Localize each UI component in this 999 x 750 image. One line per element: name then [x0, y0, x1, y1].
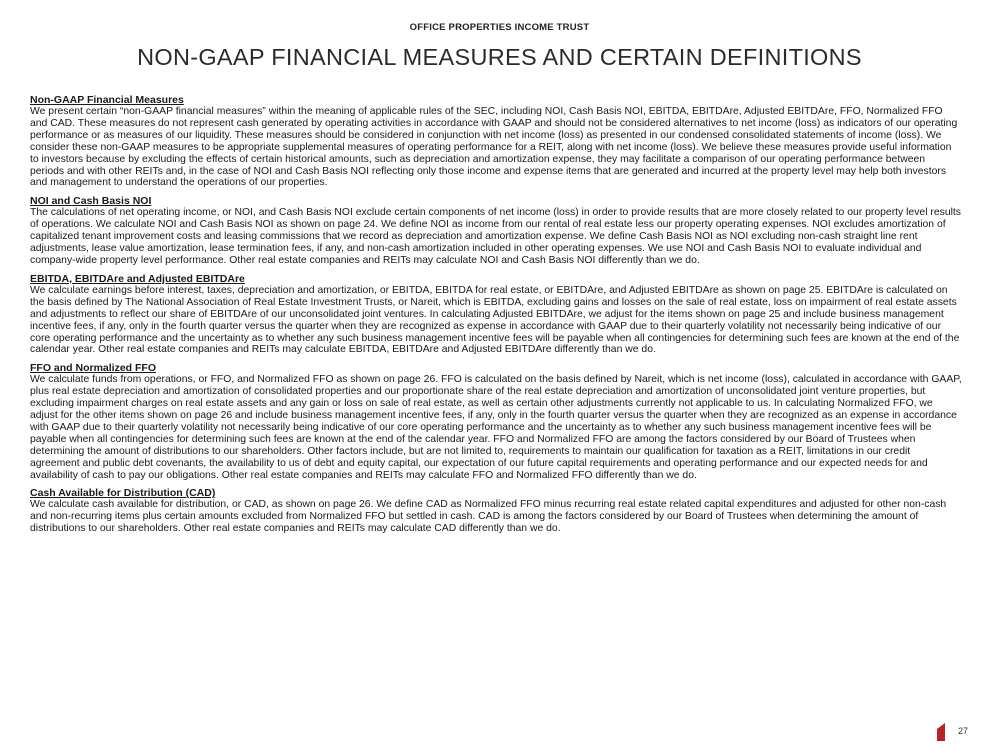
page-title: NON-GAAP FINANCIAL MEASURES AND CERTAIN DEFINITIONS: [137, 44, 862, 70]
section-paragraph: The calculations of net operating income, or NOI, and Cash Basis NOI exclude certain components of net income (loss) in order to provide results that are more closely related to our property level results of operations. We calculate NOI and Cash Basis NOI as shown on page 24. We define NOI as income from our rental of real estate less our property operating expenses. NOI excludes amortization of capitalized tenant improvement costs and leasing commissions that we record as depreciation and amortization expense. We define Cash Basis NOI as NOI excluding non-cash straight line rent adjustments, lease value amortization, lease termination fees, if any, and non-cash amortization included in other operating expenses. We use NOI and Cash Basis NOI to evaluate individual and company-wide property level performance. Other real estate companies and REITs may calculate NOI and Cash Basis NOI differently than we do.: [30, 207, 961, 266]
section-paragraph: We present certain “non-GAAP financial measures” within the meaning of applicable rules of the SEC, including NOI, Cash Basis NOI, EBITDA, EBITDAre, Adjusted EBITDAre, FFO, Normalized FFO and CAD. These measures do not represent cash generated by operating activities in accordance with GAAP and should not be considered alternatives to net income (loss) as indicators of our operating performance or as measures of our liquidity. These measures should be considered in conjunction with net income (loss) as presented in our condensed consolidated statements of income (loss). We consider these non-GAAP measures to be appropriate supplemental measures of operating performance for a REIT, along with net income (loss). We believe these measures provide useful information to investors because by excluding the effects of certain historical amounts, such as depreciation and amortization expense, they may facilitate a comparison of our operating performance between periods and with other REITs and, in the case of NOI and Cash Basis NOI reflecting only those income and expense items that are generated and incurred at the property level may help both investors and management to understand the operations of our properties.: [30, 106, 958, 189]
section-heading: Non-GAAP Financial Measures: [30, 94, 184, 106]
section-cad: [30, 487, 962, 535]
section-heading: EBITDA, EBITDAre and Adjusted EBITDAre: [30, 272, 245, 285]
section-paragraph: We calculate funds from operations, or FFO, and Normalized FFO as shown on page 26. FFO is calculated on the basis defined by Nareit, which is net income (loss), calculated in accordance with GAAP, plus real estate depreciation and amortization of consolidated properties and our proportionate share of the real estate depreciation and amortization of unconsolidated joint venture properties, but excluding impairment charges on real estate assets and any gain or loss on sale of real estate, as well as certain other adjustments currently not applicable to us. In calculating Normalized FFO, we adjust for the other items shown on page 26 and include business management incentive fees, if any, only in the fourth quarter versus the quarter when they are recognized as an expense in accordance with GAAP due to their quarterly volatility not necessarily being indicative of our core operating performance and the uncertainty as to whether any such business management incentive fees will be payable when all contingencies for determining such fees are known at the end of the calendar year. FFO and Normalized FFO are among the factors considered by our Board of Trustees when determining the amount of distributions to our shareholders. Other factors include, but are not limited to, requirements to maintain our qualification for taxation as a REIT, limitations in our credit agreement and public debt covenants, the availability to us of debt and equity capital, our expectation of our future capital requirements and operating performance and our expected needs for and availability of cash to pay our obligations. Other real estate companies and REITs may calculate FFO and Normalized FFO differently than we do.: [30, 374, 962, 481]
brand-mark-shape: [937, 723, 945, 741]
section-noi: [30, 195, 962, 267]
section-ebitda: [30, 273, 962, 356]
section-heading: NOI and Cash Basis NOI: [30, 195, 152, 208]
section-heading: FFO and Normalized FFO: [30, 362, 157, 375]
document-body: [30, 94, 962, 541]
section-paragraph: We calculate earnings before interest, taxes, depreciation and amortization, or EBITDA, EBITDA for real estate, or EBITDAre, and Adjusted EBITDAre as shown on page 25. EBITDAre is calculated on the basis defined by The National Association of Real Estate Investment Trusts, or Nareit, which is EBITDA, excluding gains and losses on the sale of real estate, loss on impairment of real estate assets and adjustments to reflect our share of EBITDAre of our unconsolidated joint ventures. In calculating Adjusted EBITDAre, we adjust for the items shown on page 25 and include business management incentive fees, if any, only in the fourth quarter versus the quarter when they are recognized as expense in accordance with GAAP due to their quarterly volatility not necessarily being indicative of our core operating performance and the uncertainty as to whether any such business management incentive fees will be payable when all contingencies for determining such fees are known at the end of the calendar year. Other real estate companies and REITs may calculate EBITDA, EBITDAre and Adjusted EBITDAre differently than we do.: [30, 284, 960, 356]
section-heading: Cash Available for Distribution (CAD): [30, 487, 216, 500]
section-ffo: [30, 362, 962, 481]
company-name: OFFICE PROPERTIES INCOME TRUST: [409, 22, 590, 33]
section-non-gaap: [30, 94, 962, 189]
brand-mark-icon: [937, 723, 945, 741]
section-paragraph: We calculate cash available for distribution, or CAD, as shown on page 26. We define CAD as Normalized FFO minus recurring real estate related capital expenditures and adjusted for other non-cash and non-recurring items plus certain amounts excluded from Normalized FFO but settled in cash. CAD is among the factors considered by our Board of Trustees when determining the amount of distributions to our shareholders. Other real estate companies and REITs may calculate CAD differently than we do.: [30, 499, 947, 535]
page-number: 27: [958, 726, 969, 736]
